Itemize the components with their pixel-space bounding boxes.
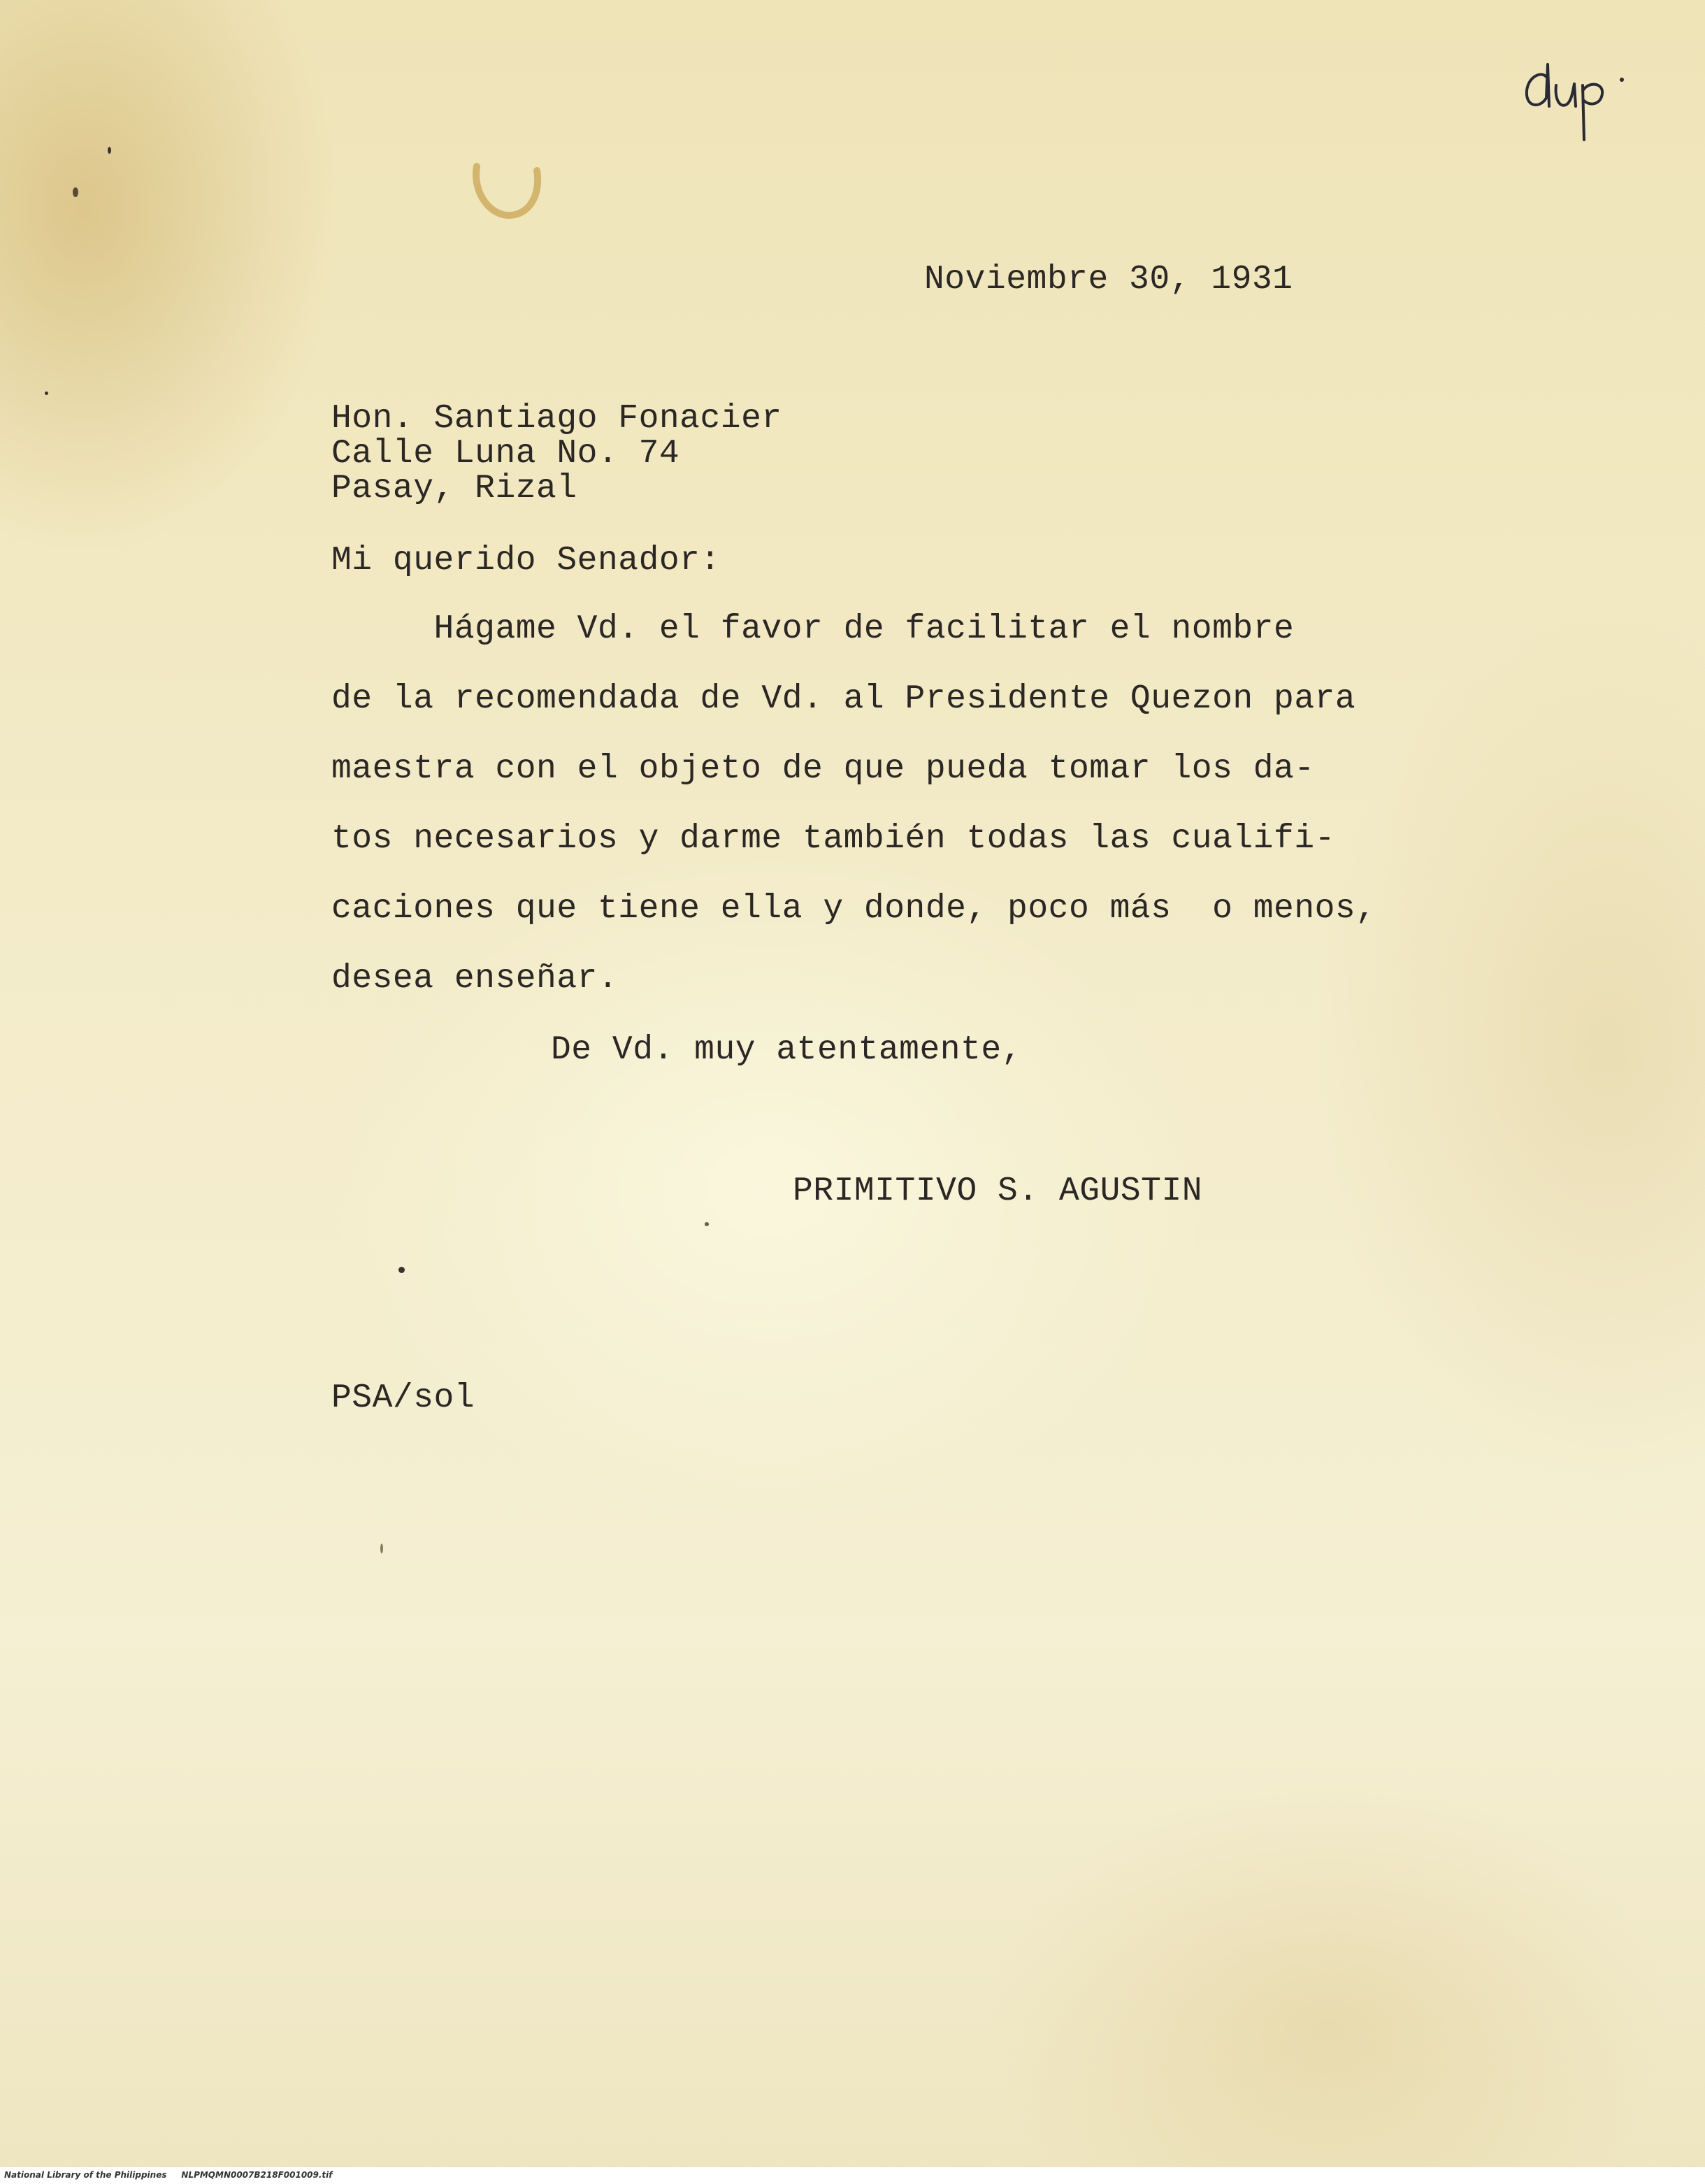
paper-speck	[45, 391, 48, 395]
paper-speck	[380, 1544, 383, 1553]
body-line: maestra con el objeto de que pueda tomar los da-	[331, 750, 1315, 788]
salutation: Mi querido Senador:	[331, 542, 721, 580]
letter-date: Noviembre 30, 1931	[924, 261, 1293, 299]
recipient-name: Hon. Santiago Fonacier	[331, 400, 782, 438]
paper-speck	[705, 1222, 709, 1226]
body-line: caciones que tiene ella y donde, poco más o menos,	[331, 890, 1376, 928]
recipient-street: Calle Luna No. 74	[331, 435, 680, 473]
paper-speck	[398, 1267, 405, 1273]
cup-stain-mark	[468, 161, 545, 224]
archive-label: National Library of the Philippines	[4, 2170, 167, 2180]
archive-footer-text	[4, 2170, 333, 2180]
handwritten-dup-mark	[1510, 49, 1636, 147]
closing: De Vd. muy atentamente,	[551, 1031, 1023, 1069]
paper-speck	[73, 187, 78, 197]
archive-file-id: NLPMQMN0007B218F001009.tif	[181, 2170, 333, 2180]
reference-initials: PSA/sol	[331, 1379, 475, 1417]
paper-speck	[108, 147, 111, 154]
signature-name: PRIMITIVO S. AGUSTIN	[793, 1172, 1203, 1210]
body-line: desea enseñar.	[331, 960, 619, 998]
recipient-city: Pasay, Rizal	[331, 470, 577, 508]
body-line: de la recomendada de Vd. al Presidente Quezon para	[331, 680, 1356, 718]
body-line: Hágame Vd. el favor de facilitar el nombre	[331, 610, 1295, 648]
body-line: tos necesarios y darme también todas las cualifi-	[331, 820, 1335, 858]
